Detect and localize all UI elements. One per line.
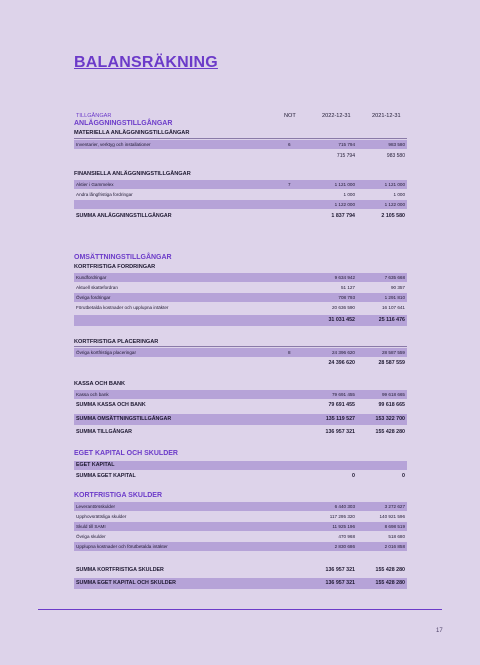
- page-number: 17: [436, 628, 443, 634]
- table-row: Övriga fordringar 708 793 1 291 810: [76, 295, 405, 300]
- subtotal-row: 31 031 452 25 116 476: [74, 315, 407, 326]
- subtotal-row: 715 794 983 580: [336, 153, 405, 159]
- fordringar-heading: KORTFRISTIGA FORDRINGAR: [74, 264, 156, 270]
- subtotal-row: 24 396 620 28 587 559: [328, 360, 405, 366]
- table-row: Förutbetalda kostnader och upplupna intäkter 20 636 590 16 107 641: [76, 305, 405, 310]
- table-row: Aktuell skattefordran 51 127 90 357: [76, 285, 405, 290]
- kassa-heading: KASSA OCH BANK: [74, 381, 126, 387]
- oms-heading: OMSÄTTNINGSTILLGÅNGAR: [74, 254, 172, 261]
- ek-sub-row: EGET KAPITAL: [74, 461, 407, 470]
- column-label: TILLGÅNGAR: [76, 113, 112, 119]
- table-row: Kassa och bank 79 691 455 99 618 665: [76, 392, 405, 397]
- table-row: Upplupna kostnader och förutbetalda intäkter 2 830 686 2 016 858: [76, 544, 405, 549]
- total-row: SUMMA KASSA OCH BANK 79 691 455 99 618 665: [76, 402, 405, 408]
- total-row: SUMMA OMSÄTTNINGSTILLGÅNGAR 135 119 527 153 322 700: [74, 414, 407, 425]
- ks-heading: KORTFRISTIGA SKULDER: [74, 492, 163, 499]
- total-row: SUMMA KORTFRISTIGA SKULDER 136 957 321 155 428 280: [76, 567, 405, 573]
- table-row: Kundfordringar 9 634 942 7 635 668: [76, 275, 405, 280]
- table-row: Andra långfristiga fordringar 1 000 1 000: [76, 192, 405, 197]
- ek-heading: EGET KAPITAL OCH SKULDER: [74, 450, 178, 457]
- table-row: Inventarier, verktyg och installationer 6 715 794 983 580: [76, 142, 405, 147]
- year1-header: 2022-12-31: [322, 113, 351, 119]
- placeringar-heading: KORTFRISTIGA PLACERINGAR: [74, 339, 159, 345]
- materiella-heading: MATERIELLA ANLÄGGNINGSTILLGÅNGAR: [74, 130, 190, 136]
- note-header: NOT: [284, 113, 296, 119]
- subtotal-row: 1 122 000 1 122 000: [74, 200, 407, 209]
- table-row: Upphovsrättsliga skulder 117 295 320 140 921 596: [76, 514, 405, 519]
- total-row: SUMMA ANLÄGGNINGSTILLGÅNGAR 1 837 794 2 105 580: [76, 213, 405, 219]
- total-row: SUMMA EGET KAPITAL OCH SKULDER 136 957 321 155 428 280: [74, 578, 407, 589]
- table-row: Skuld till SAMI 11 925 196 8 698 519: [76, 524, 405, 529]
- table-row: Övriga skulder 470 968 518 680: [76, 534, 405, 539]
- finansiella-heading: FINANSIELLA ANLÄGGNINGSTILLGÅNGAR: [74, 171, 191, 177]
- anl-heading: ANLÄGGNINGSTILLGÅNGAR: [74, 120, 173, 127]
- table-row: Aktier i Gammelex 7 1 121 000 1 121 000: [76, 182, 405, 187]
- total-row: SUMMA TILLGÅNGAR 136 957 321 155 428 280: [76, 429, 405, 435]
- table-row: Övriga kortfristiga placeringar 8 24 396 620 28 587 559: [76, 350, 405, 355]
- footer-divider: [38, 609, 442, 610]
- year2-header: 2021-12-31: [372, 113, 401, 119]
- page-title: BALANSRÄKNING: [74, 54, 218, 71]
- total-row: SUMMA EGET KAPITAL 0 0: [76, 473, 405, 479]
- table-row: Leverantörsskulder 6 440 303 3 272 627: [76, 504, 405, 509]
